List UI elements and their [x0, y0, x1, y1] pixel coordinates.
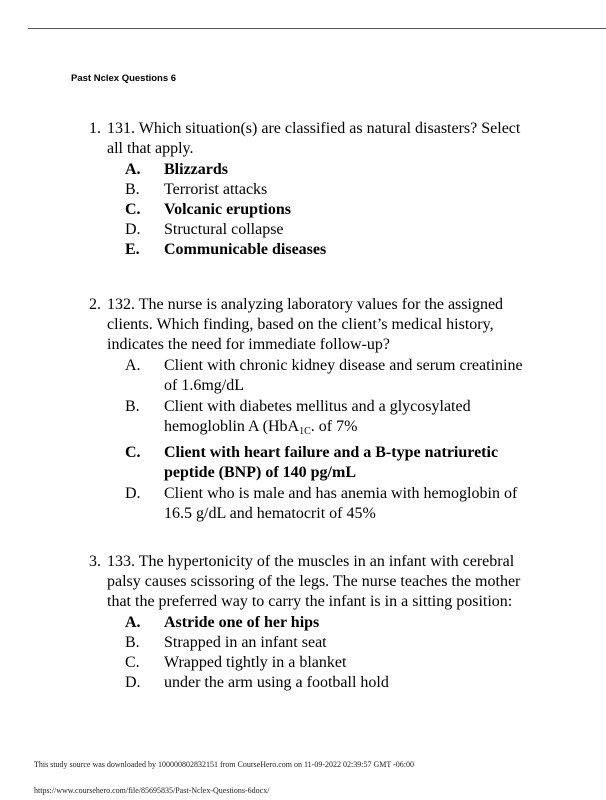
answer-option-c — [89, 200, 529, 220]
question-stem — [89, 119, 529, 159]
option-text: Client with heart failure and a B-type natriuretic peptide (BNP) of 140 pg/mL — [164, 444, 499, 481]
question-stem — [89, 295, 529, 355]
question-text: 132. The nurse is analyzing laboratory values for the assigned clients. Which finding, based on the client’s medical history, indicates the need for immediate follow-up? — [107, 296, 504, 353]
answer-option-d — [89, 673, 529, 693]
answer-options — [89, 160, 529, 260]
question-text: 133. The hypertonicity of the muscles in an infant with cerebral palsy causes scissoring of the legs. The nurse teaches the mother that the preferred way to carry the infant is in a sitting position: — [107, 553, 521, 610]
answer-option-b — [89, 633, 529, 653]
option-text: Wrapped tightly in a blanket — [164, 654, 347, 671]
question-number: 2. — [89, 296, 101, 313]
answer-option-b — [89, 180, 529, 200]
question-number: 3. — [89, 553, 101, 570]
document-title: Past Nclex Questions 6 — [71, 73, 177, 84]
option-letter: A. — [125, 357, 141, 374]
answer-option-a — [89, 160, 529, 180]
option-letter: B. — [125, 181, 140, 198]
question-text: 131. Which situation(s) are classified as natural disasters? Select all that apply. — [107, 120, 521, 157]
option-text-rest: . of 7% — [310, 418, 358, 435]
answer-option-b — [89, 397, 529, 442]
download-notice: This study source was downloaded by 100000802832151 from CourseHero.com on 11-09-2022 02:39:57 GMT -06:00 — [34, 760, 414, 769]
answer-option-d — [89, 220, 529, 240]
option-text: under the arm using a football hold — [164, 674, 389, 691]
option-letter: E. — [125, 241, 140, 258]
source-url: https://www.coursehero.com/file/85695835/Past-Nclex-Questions-6docx/ — [34, 786, 270, 795]
option-letter: C. — [125, 654, 140, 671]
question-2 — [89, 295, 529, 524]
option-text: Astride one of her hips — [164, 614, 320, 631]
option-letter: B. — [125, 634, 140, 651]
option-letter: D. — [125, 485, 141, 502]
question-number: 1. — [89, 120, 101, 137]
option-text-main: Client with diabetes mellitus and a glycosylated hemogloblin A (HbA — [164, 398, 471, 435]
option-text: Communicable diseases — [164, 241, 327, 258]
option-text — [164, 397, 529, 442]
question-1 — [89, 119, 529, 260]
question-stem — [89, 552, 529, 612]
answer-options — [89, 613, 529, 693]
option-text: Structural collapse — [164, 221, 284, 238]
option-letter: A. — [125, 614, 141, 631]
option-letter: D. — [125, 674, 141, 691]
answer-option-a — [89, 356, 529, 396]
question-3 — [89, 552, 529, 693]
answer-option-c — [89, 443, 529, 483]
answer-option-a — [89, 613, 529, 633]
option-text: Strapped in an infant seat — [164, 634, 327, 651]
option-text: Client who is male and has anemia with hemoglobin of 16.5 g/dL and hematocrit of 45% — [164, 485, 518, 522]
answer-options — [89, 356, 529, 524]
answer-option-c — [89, 653, 529, 673]
option-text: Blizzards — [164, 161, 228, 178]
option-letter: A. — [125, 161, 141, 178]
option-letter: C. — [125, 444, 141, 461]
option-text-subscript: 1C — [299, 426, 311, 437]
answer-option-e — [89, 240, 529, 260]
option-letter: C. — [125, 201, 141, 218]
option-letter: B. — [125, 398, 140, 415]
option-text: Terrorist attacks — [164, 181, 268, 198]
page-top-rule — [28, 28, 606, 29]
option-text: Volcanic eruptions — [164, 201, 291, 218]
option-text: Client with chronic kidney disease and serum creatinine of 1.6mg/dL — [164, 357, 523, 394]
answer-option-d — [89, 484, 529, 524]
option-letter: D. — [125, 221, 141, 238]
